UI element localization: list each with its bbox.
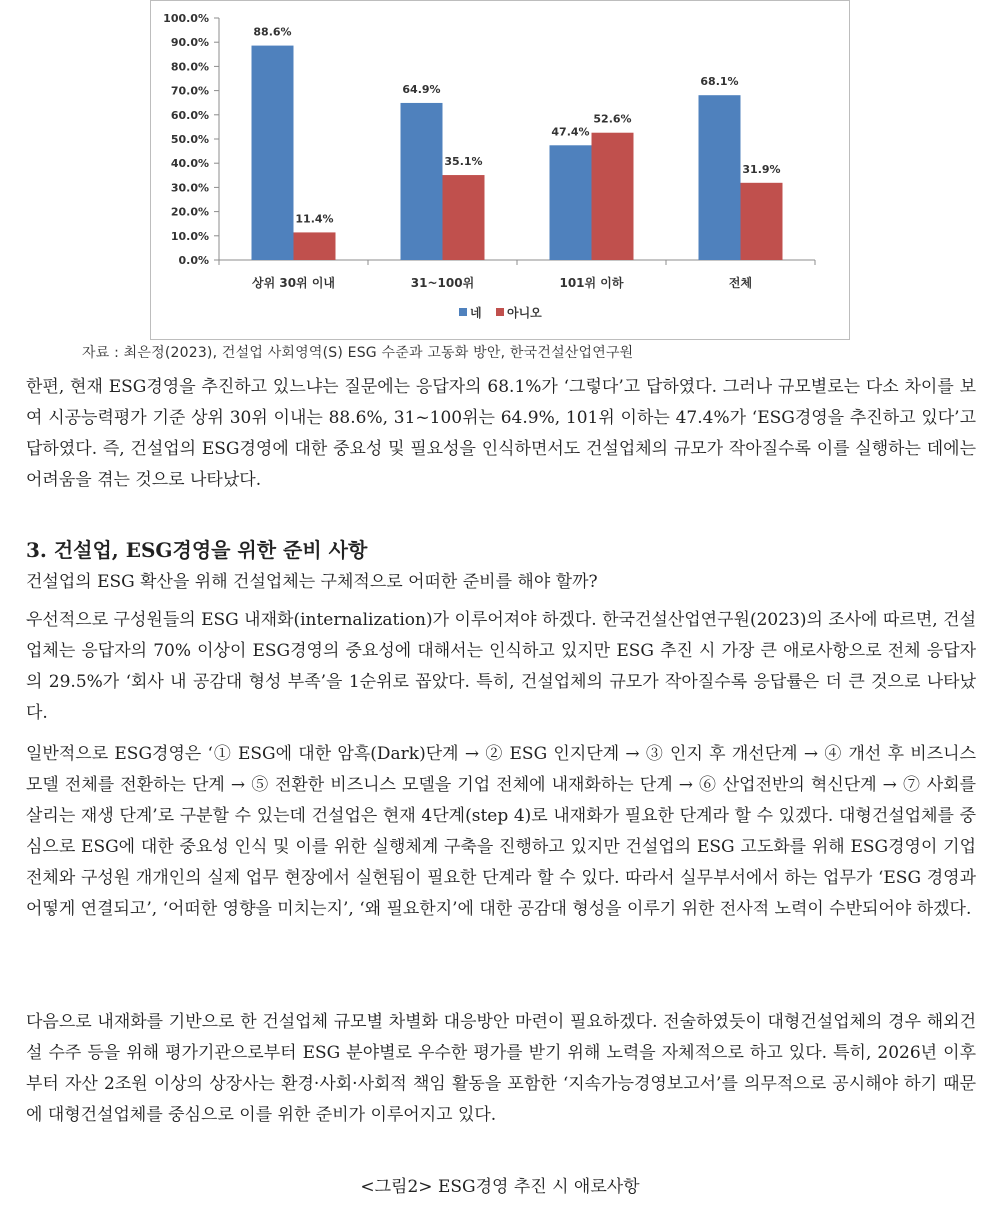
y-tick-label: 20.0% — [170, 205, 209, 219]
bar-no — [294, 232, 336, 260]
y-tick-label: 40.0% — [170, 157, 209, 171]
y-tick-label: 10.0% — [170, 229, 209, 243]
bar-no — [592, 133, 634, 260]
figure-caption: <그림2> ESG경영 추진 시 애로사항 — [360, 1177, 640, 1197]
y-tick-label: 0.0% — [178, 254, 209, 267]
paragraph-size-strategy: 다음으로 내재화를 기반으로 한 건설업체 규모별 차별화 대응방안 마련이 필요하겠다. 전술하였듯이 대형건설업체의 경우 해외건설 수주 등을 위해 평가기관으로부터 ESG 분야별로 우수한 평가를 받기 위해 노력을 자체적으로 하고 있다. 특히, 2026년 이후부터 자산 2조원 이상의 상장사는 환경·사회·사회적 책임 활동을 포함한 ‘지속가능경영보고서’를 의무적으로 공시해야 하기 때문에 대형건설업체를 중심으로 이를 위한 준비가 이루어지고 있다. — [26, 1012, 976, 1125]
bar-no — [443, 175, 485, 260]
bar-no — [741, 183, 783, 260]
x-tick-label: 31~100위 — [410, 276, 475, 290]
data-label: 31.9% — [742, 162, 781, 176]
y-tick-label: 50.0% — [170, 133, 209, 146]
data-label: 35.1% — [444, 155, 483, 169]
data-label: 52.6% — [593, 112, 632, 126]
data-label: 64.9% — [402, 82, 441, 96]
y-tick-label: 100.0% — [163, 12, 209, 25]
y-tick-label: 60.0% — [170, 108, 209, 122]
data-label: 11.4% — [295, 212, 334, 226]
paragraph-esg-stages: 일반적으로 ESG경영은 ‘① ESG에 대한 암흑(Dark)단계 → ② ESG 인지단계 → ③ 인지 후 개선단계 → ④ 개선 후 비즈니스 모델 전체를 전환하는 단계 → ⑤ 전환한 비즈니스 모델을 기업 전체에 내재화하는 단계 → ⑥ 산업전반의 혁신단계 → ⑦ 사회를 살리는 재생 단계’로 구분할 수 있는데 건설업은 현재 4단계(step 4)로 내재화가 필요한 단계라 할 수 있겠다. 대형건설업체를 중심으로 ESG에 대한 중요성 인식 및 이를 위한 실행체계 구축을 진행하고 있지만 건설업의 ESG 고도화를 위해 ESG경영이 기업 전체와 구성원 개개인의 실제 업무 현장에서 실현됨이 필요한 단계라 할 수 있다. 따라서 실무부서에서 하는 업무가 ‘ESG 경영과 어떻게 연결되고’, ‘어떠한 영향을 미치는지’, ‘왜 필요한지’에 대한 공감대 형성을 이루기 위한 전사적 노력이 수반되어야 하겠다. — [26, 744, 976, 919]
x-tick-label: 101위 이하 — [559, 276, 624, 290]
x-tick-label: 전체 — [728, 276, 753, 290]
legend-swatch — [496, 308, 504, 316]
y-tick-label: 70.0% — [170, 84, 209, 98]
data-label: 47.4% — [551, 125, 590, 139]
bar-yes — [550, 145, 592, 260]
bar-chart-canvas — [151, 1, 851, 341]
y-tick-label: 90.0% — [170, 36, 209, 50]
bar-yes — [699, 95, 741, 260]
section-heading: 3. 건설업, ESG경영을 위한 준비 사항 — [26, 538, 368, 562]
x-tick-label: 상위 30위 이내 — [251, 276, 336, 290]
legend-label: 아니오 — [507, 306, 542, 320]
paragraph-esg-adoption-by-size: 한편, 현재 ESG경영을 추진하고 있느냐는 질문에는 응답자의 68.1%가 ‘그렇다’고 답하였다. 그러나 규모별로는 다소 차이를 보여 시공능력평가 기준 상위 30위 이내는 88.6%, 31~100위는 64.9%, 101위 이하는 47.4%가 ‘ESG경영을 추진하고 있다’고 답하였다. 즉, 건설업의 ESG경영에 대한 중요성 및 필요성을 인식하면서도 건설업체의 규모가 작아질수록 이를 실행하는 데에는 어려움을 겪는 것으로 나타났다. — [26, 377, 976, 490]
survey-bar-chart — [150, 0, 850, 340]
legend-label: 네 — [470, 306, 482, 320]
bar-yes — [252, 46, 294, 260]
legend-swatch — [459, 308, 467, 316]
chart-source-note: 자료 : 최은정(2023), 건설업 사회영역(S) ESG 수준과 고동화 방안, 한국건설산업연구원 — [82, 345, 634, 361]
y-tick-label: 80.0% — [170, 60, 209, 74]
paragraph-question: 건설업의 ESG 확산을 위해 건설업체는 구체적으로 어떠한 준비를 해야 할까? — [26, 572, 598, 592]
y-tick-label: 30.0% — [170, 181, 209, 195]
data-label: 68.1% — [700, 75, 739, 89]
bar-yes — [401, 103, 443, 260]
paragraph-internalization: 우선적으로 구성원들의 ESG 내재화(internalization)가 이루어져야 하겠다. 한국건설산업연구원(2023)의 조사에 따르면, 건설업체는 응답자의 70% 이상이 ESG경영의 중요성에 대해서는 인식하고 있지만 ESG 추진 시 가장 큰 애로사항으로 전체 응답자의 29.5%가 ‘회사 내 공감대 형성 부족’을 1순위로 꼽았다. 특히, 건설업체의 규모가 작아질수록 응답률은 더 큰 것으로 나타났다. — [26, 610, 976, 723]
data-label: 88.6% — [253, 25, 292, 39]
